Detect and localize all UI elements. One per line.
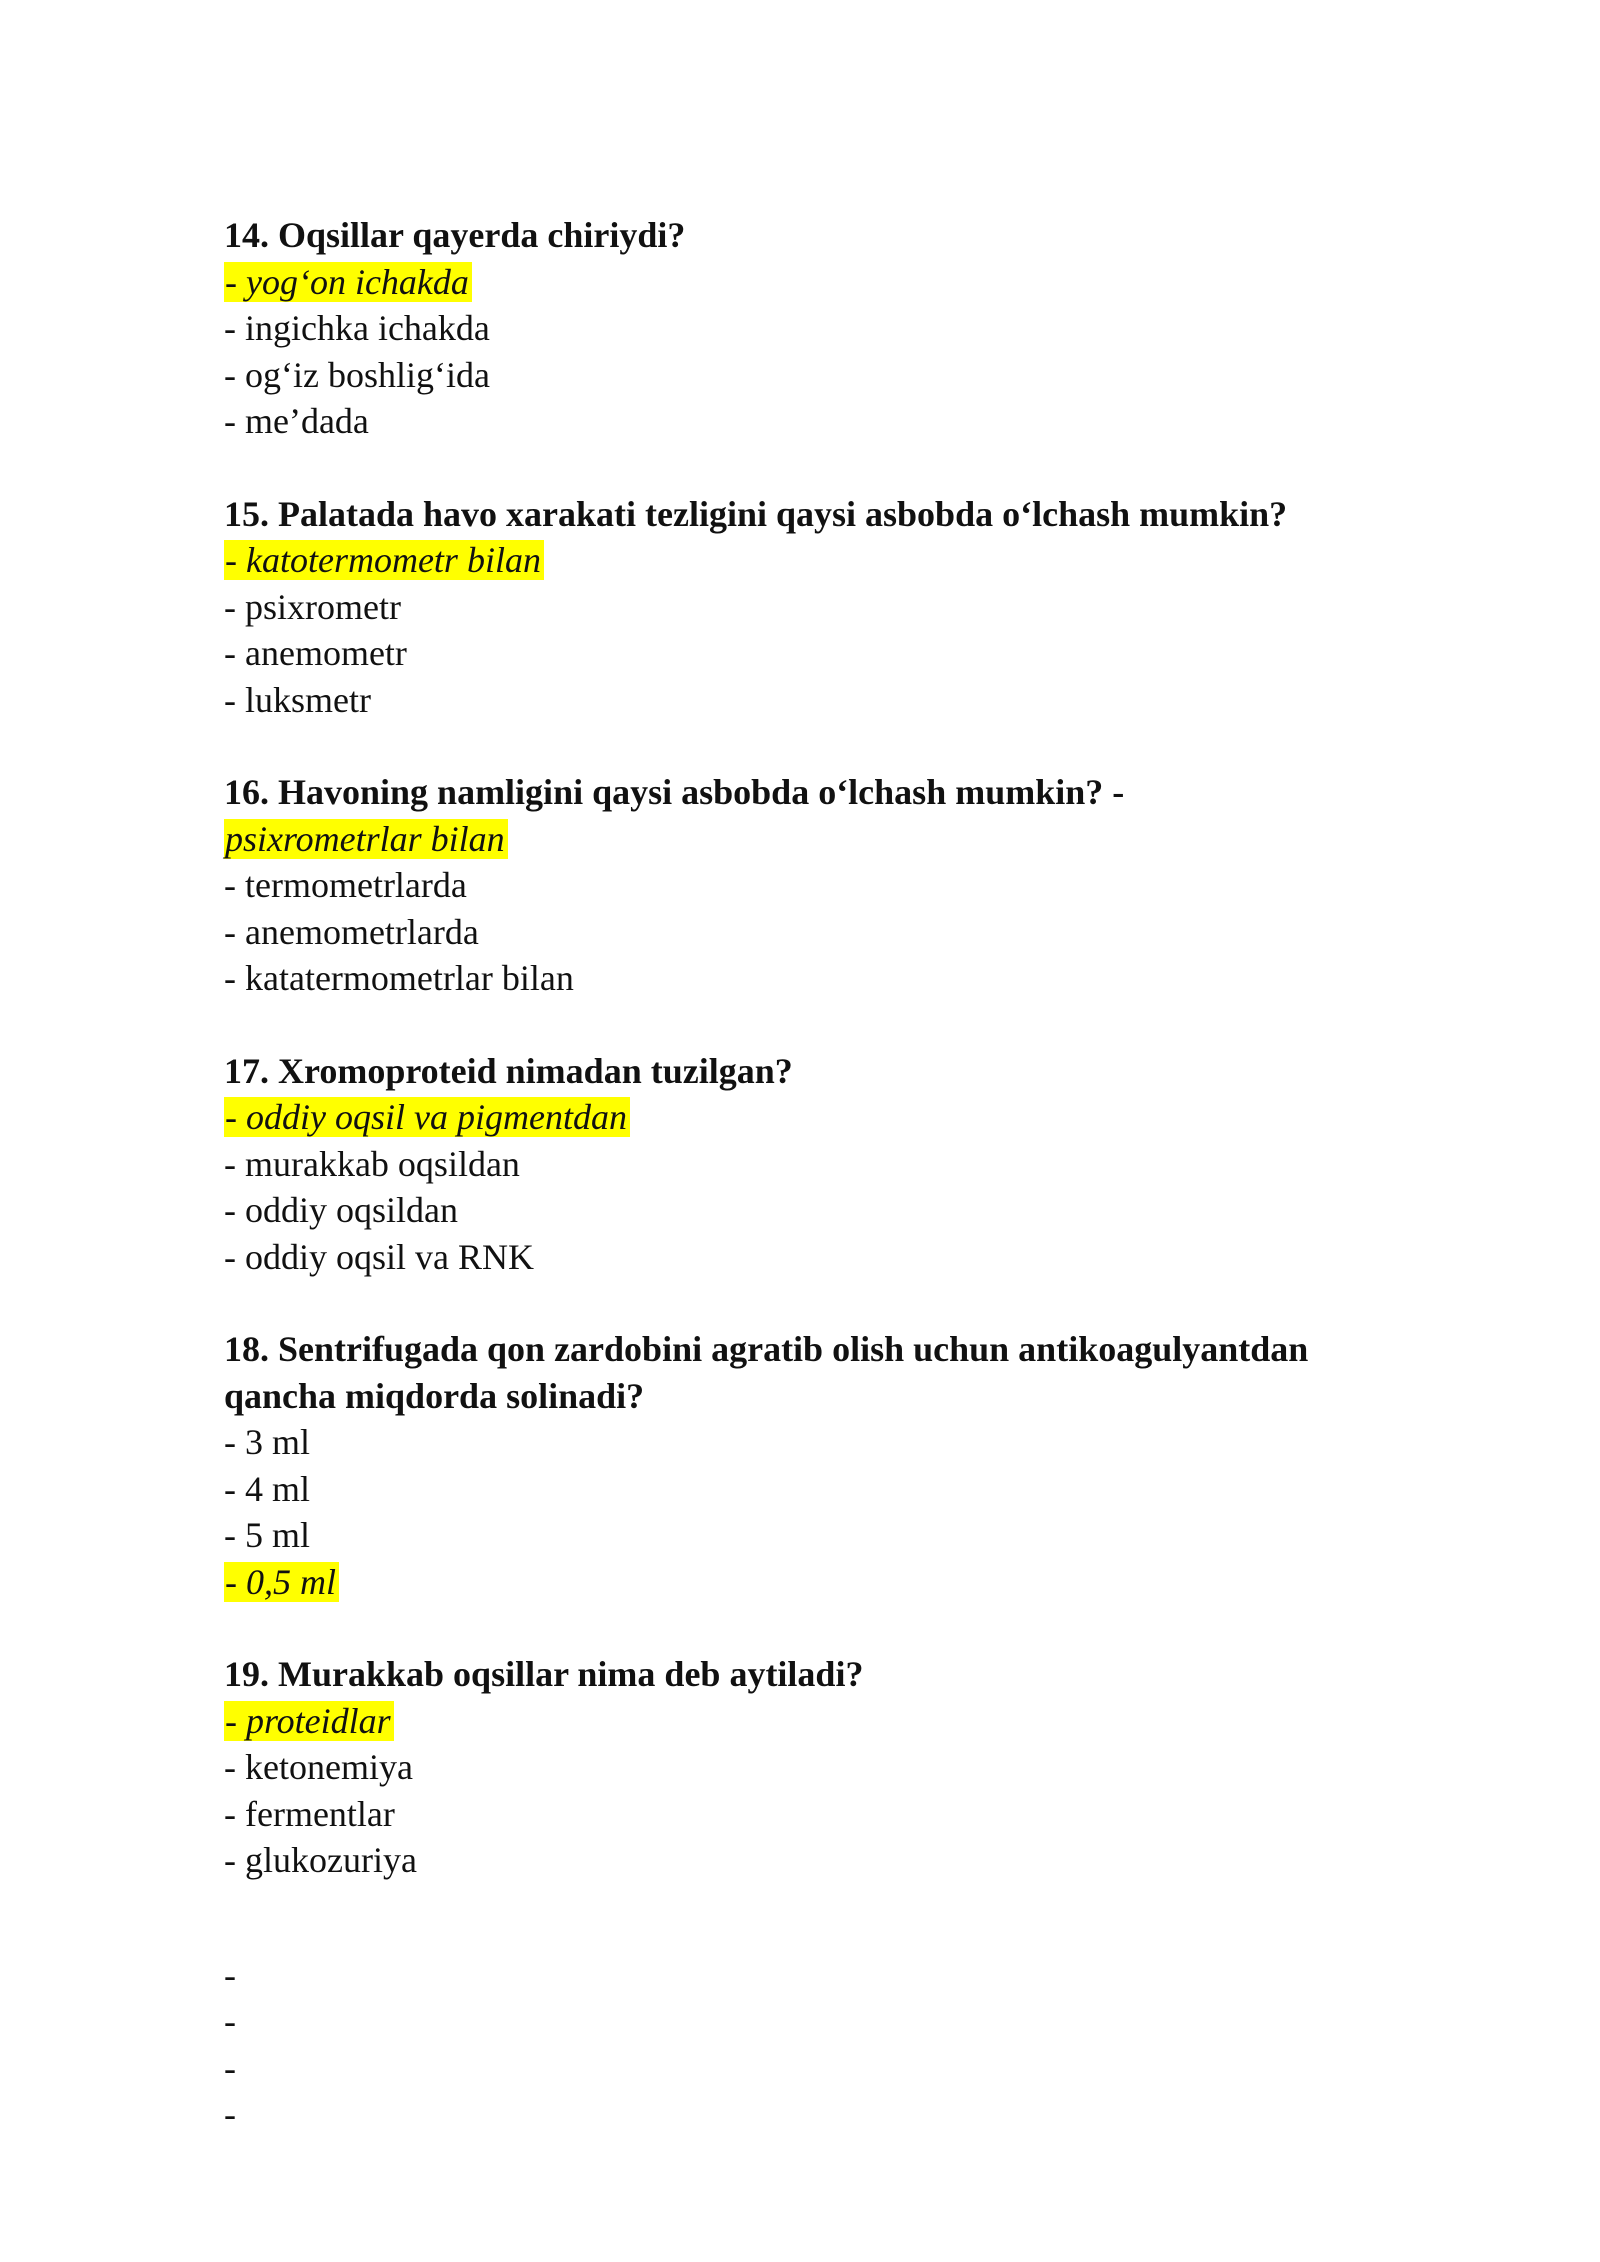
answer-correct — [224, 816, 1384, 863]
answer-option: - termometrlarda — [224, 865, 467, 905]
answer-correct — [224, 1698, 1384, 1745]
answer-option: - psixrometr — [224, 586, 401, 627]
question-title: 17. Xromoproteid nimadan tuzilgan? — [224, 1050, 793, 1091]
answer-option: - 3 ml — [224, 1422, 310, 1462]
question-list — [224, 212, 1384, 2138]
answer-option: - anemometrlarda — [224, 911, 479, 952]
answer-correct — [224, 537, 1384, 584]
question-title: 18. Sentrifugada qon zardobini agratib olish uchun antikoagulyantdan qancha miqdorda solinadi? — [224, 1329, 1309, 1416]
answer-option: - fermentlar — [224, 1793, 395, 1834]
question-19 — [224, 1651, 1384, 1884]
blank-dash: - — [224, 2094, 236, 2134]
answer-option: - glukozuriya — [224, 1840, 417, 1880]
answer-option: - me’dada — [224, 401, 369, 441]
question-title: 19. Murakkab oqsillar nima deb aytiladi? — [224, 1654, 864, 1694]
answer-option: - anemometr — [224, 633, 407, 673]
answer-text-highlighted: - proteidlar — [224, 1701, 394, 1741]
question-16 — [224, 769, 1384, 1002]
question-14 — [224, 212, 1384, 445]
question-title: 14. Oqsillar qayerda chiriydi? — [224, 215, 686, 255]
answer-option: - katatermometrlar bilan — [224, 958, 574, 998]
answer-option: - 5 ml — [224, 1515, 310, 1555]
answer-correct — [224, 259, 1384, 306]
blank-dash: - — [224, 2001, 236, 2041]
answer-text-highlighted: - 0,5 ml — [224, 1562, 339, 1602]
answer-option: - oddiy oqsil va RNK — [224, 1236, 534, 1277]
answer-text-highlighted: - yog‘on ichakda — [224, 262, 472, 302]
question-18 — [224, 1326, 1384, 1605]
question-title: 15. Palatada havo xarakati tezligini qaysi asbobda o‘lchash mumkin? — [224, 493, 1288, 534]
answer-option: - luksmetr — [224, 679, 371, 720]
question-17 — [224, 1048, 1384, 1281]
question-15 — [224, 491, 1384, 724]
blank-dash: - — [224, 2047, 236, 2088]
answer-option: - 4 ml — [224, 1468, 310, 1509]
answer-correct — [224, 1094, 1384, 1141]
question-title: 16. Havoning namligini qaysi asbobda o‘lchash mumkin? - — [224, 772, 1125, 812]
answer-option: - oddiy oqsildan — [224, 1190, 458, 1230]
answer-text-highlighted: - katotermometr bilan — [224, 540, 544, 580]
answer-text-highlighted: psixrometrlar bilan — [224, 819, 508, 859]
answer-correct — [224, 1559, 1384, 1606]
blank-answer-list — [224, 1952, 1384, 2138]
answer-text-highlighted: - oddiy oqsil va pigmentdan — [224, 1097, 630, 1137]
answer-option: - ketonemiya — [224, 1747, 413, 1787]
answer-option: - murakkab oqsildan — [224, 1143, 520, 1184]
answer-option: - ingichka ichakda — [224, 308, 490, 348]
answer-option: - og‘iz boshlig‘ida — [224, 354, 490, 395]
blank-dash: - — [224, 1954, 236, 1995]
